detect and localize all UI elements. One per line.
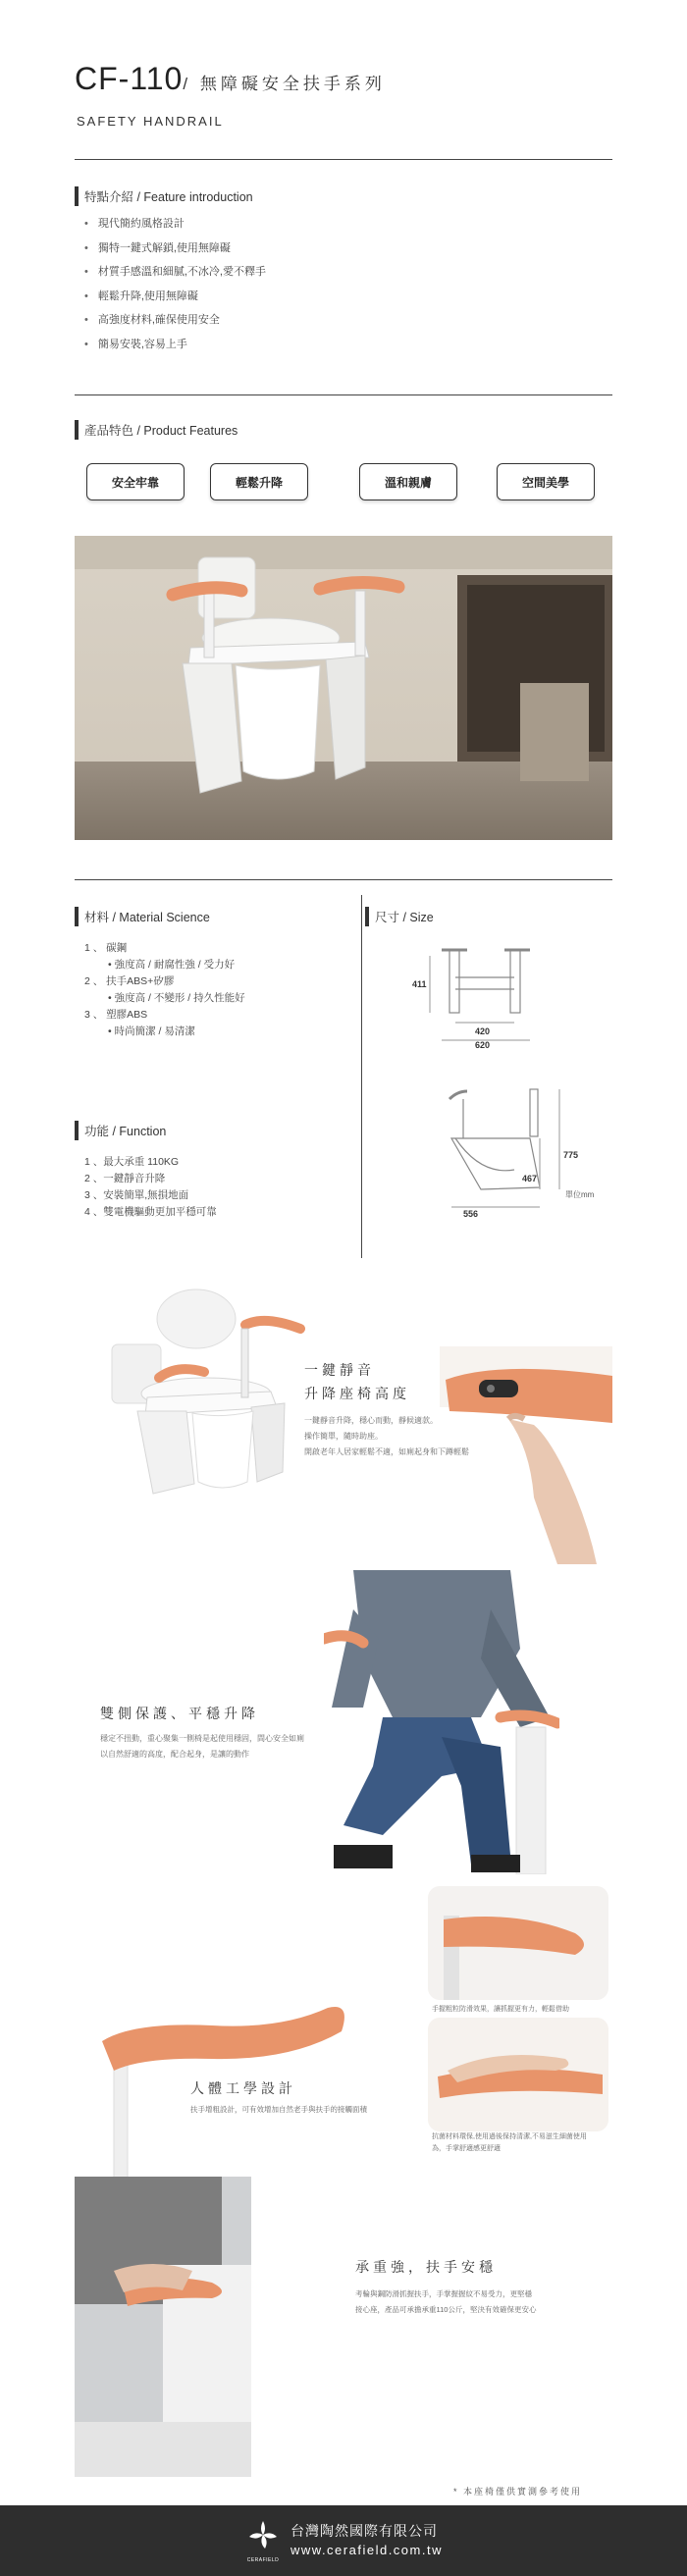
list-item: 3 、 塑膠ABS [84,1009,148,1021]
bearing-title: 承重強，扶手安穩 [355,2259,497,2275]
grip-closeup-photo [428,1886,608,2000]
header-divider [75,159,612,160]
list-item: 2 、一鍵靜音升降 [84,1173,166,1184]
body-line: 接心座，產品可承擔承重110公斤，堅決有效確保更安心 [355,2305,537,2314]
one-key-title-line2: 升降座椅高度 [304,1386,410,1401]
body-line: 穩定不扭動，重心聚集一側椅是起使用穩固，間心安全如廁 [100,1734,304,1743]
list-item: • 現代簡約風格設計 [84,212,266,237]
dim-556: 556 [463,1209,479,1219]
list-item: • 材質手感溫和細膩,不冰冷,愛不釋手 [84,260,266,285]
list-item: 1 、最大承重 110KG [84,1156,180,1168]
company-name: 台灣陶然國際有限公司 [291,2523,438,2539]
page-title [75,61,386,97]
feature-pill-space: 空間美學 [497,463,595,500]
size-divider [361,895,362,1258]
series-name: 無障礙安全扶手系列 [199,75,386,93]
list-item: • 獨特一鍵式解鎖,使用無障礙 [84,237,266,261]
ergo-body: 扶手增粗設計，可有效增加自然老手與扶手的接觸面積 [190,2105,367,2114]
section-bar [365,907,369,926]
grip-caption: 手握粗粒防滑效果，讓抓握更有力，輕鬆借助 [432,2006,569,2013]
caption-line: 為，手掌舒適感更舒適 [432,2145,501,2152]
hero-product-photo [75,536,612,840]
toilet-illustration [98,1276,324,1501]
size-heading [365,907,434,926]
person-seated-photo [324,1570,559,1874]
product-features-label: 產品特色 / Product Features [84,424,238,438]
body-line: 考輪與鋼防滑抓握扶手，手掌握握紋不易受力，更堅穩 [355,2289,532,2298]
section-bar [75,1121,79,1140]
bearing-photo [75,2177,251,2477]
list-item: • 強度高 / 不變形 / 持久性能好 [108,992,245,1004]
material-list [84,940,245,1040]
section-bar [75,186,79,206]
feature-pill-lift: 輕鬆升降 [210,463,308,500]
size-drawing [393,942,618,1236]
title-separator: / [183,75,192,93]
website-link[interactable]: www.cerafield.com.tw [291,2543,443,2557]
list-item: • 簡易安裝,容易上手 [84,333,266,357]
hero-divider [75,879,612,880]
function-label: 功能 / Function [84,1125,167,1138]
features-intro-heading [75,186,253,206]
steady-body [100,1731,375,1762]
bearing-drawing [75,2177,251,2477]
ergo-caption [432,2131,618,2155]
hero-photo-illustration [75,536,612,840]
steady-title: 雙側保護、平穩升降 [100,1706,259,1721]
function-heading [75,1121,166,1140]
list-item: 2 、 扶手ABS+矽膠 [84,975,175,987]
dim-420: 420 [475,1026,491,1036]
section-bar [75,420,79,440]
list-item: • 強度高 / 耐腐性強 / 受力好 [108,959,236,971]
logo [243,2517,283,2563]
body-line: 以自然舒適的高度，配合起身，是讓的動作 [100,1750,249,1759]
list-item: 3 、安裝簡單,無損地面 [84,1189,189,1201]
dim-775: 775 [563,1150,579,1160]
hand-armrest-photo [428,2018,608,2131]
one-key-body [304,1413,481,1460]
section-bar [75,907,79,926]
list-item: • 高強度材料,確保使用安全 [84,308,266,333]
features-divider [75,394,612,395]
function-list [84,1154,217,1221]
body-line: 開啟老年人居家輕鬆不適，如廁起身和下蹲輕鬆 [304,1447,469,1456]
dim-467: 467 [522,1174,538,1183]
dim-411: 411 [412,979,427,989]
english-subtitle: SAFETY HANDRAIL [77,114,224,129]
usage-note: * 本座椅僅供實測參考使用 [453,2487,583,2497]
caption-line: 抗菌材料環保,使用過後保持清潔,不易滋生細菌使用 [432,2133,587,2140]
feature-pill-skin: 溫和親膚 [359,463,457,500]
grip-closeup-drawing [428,1886,608,2000]
material-heading [75,907,210,926]
cerafield-logo-icon [243,2517,283,2552]
feature-pill-safety: 安全牢靠 [86,463,185,500]
material-label: 材料 / Material Science [84,911,210,924]
list-item: • 時尚簡潔 / 易清潔 [108,1025,195,1037]
body-line: 操作簡單，隨時助座。 [304,1432,383,1441]
list-item: 4 、雙電機驅動更加平穩可靠 [84,1206,217,1218]
logo-text: CERAFIELD [246,2557,280,2563]
one-key-title-line1: 一鍵靜音 [304,1362,375,1378]
product-features-heading [75,420,238,440]
body-line: 一鍵靜音升降，穩心而動，靜候適款。 [304,1416,438,1425]
ergo-title: 人體工學設計 [190,2080,296,2096]
model-name: CF-110 [75,61,184,96]
hand-armrest-drawing [428,2018,608,2131]
size-label: 尺寸 / Size [375,911,434,924]
bearing-body [355,2287,610,2318]
person-seated-drawing [324,1570,559,1874]
unit-label: 單位mm [565,1190,595,1199]
footer [0,2505,687,2576]
features-intro-label: 特點介紹 / Feature introduction [84,190,253,204]
features-intro-list [84,212,266,356]
dim-620: 620 [475,1040,491,1050]
list-item: 1 、 碳鋼 [84,942,128,954]
toilet-drawing [98,1276,324,1501]
list-item: • 輕鬆升降,使用無障礙 [84,285,266,309]
